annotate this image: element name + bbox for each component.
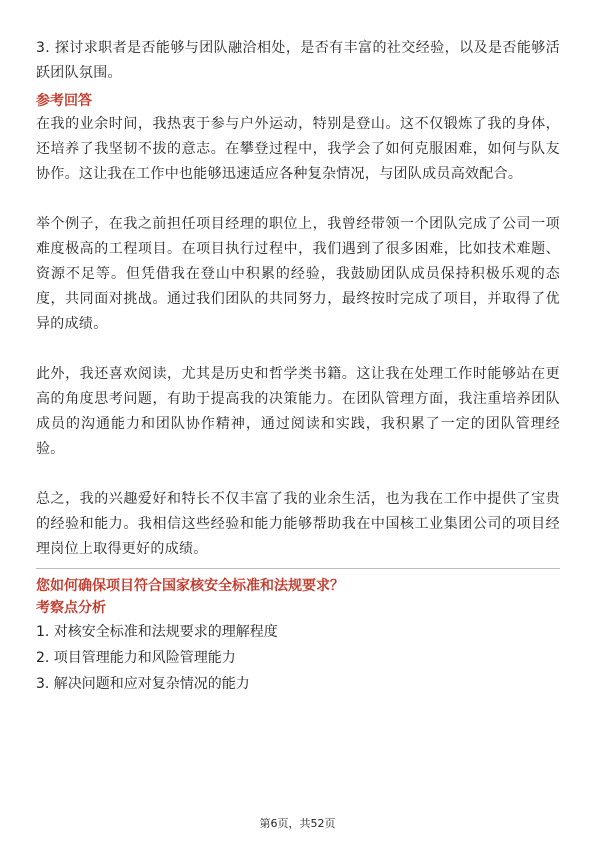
intro-list-item: 3. 探讨求职者是否能够与团队融洽相处，是否有丰富的社交经验，以及是否能够活跃团队氛围。 <box>36 40 560 81</box>
answer-paragraph-1: 在我的业余时间，我热衷于参与户外运动，特别是登山。这不仅锻炼了我的身体，还培养了我坚韧不拔的意志。在攀登过程中，我学会了如何克服困难，如何与队友协作。这让我在工作中也能够迅速适应各种复杂情况，与团队成员高效配合。 <box>36 116 560 182</box>
analysis-heading: 考察点分析 <box>36 600 106 616</box>
answer-paragraph-3: 此外，我还喜欢阅读，尤其是历史和哲学类书籍。这让我在处理工作时能够站在更高的角度思考问题，有助于提高我的决策能力。在团队管理方面，我注重培养团队成员的沟通能力和团队协作精神，通过阅读和实践，我积累了一定的团队管理经验。 <box>36 366 560 457</box>
analysis-item-3: 3. 解决问题和应对复杂情况的能力 <box>36 676 250 692</box>
analysis-item-1: 1. 对核安全标准和法规要求的理解程度 <box>36 624 278 640</box>
page-footer: 第6页，共52页 <box>259 817 336 830</box>
question-heading: 您如何确保项目符合国家核安全标准和法规要求？ <box>36 578 344 594</box>
document-page <box>36 36 560 697</box>
answer-heading: 参考回答 <box>36 93 92 109</box>
answer-paragraph-4: 总之，我的兴趣爱好和特长不仅丰富了我的业余生活，也为我在工作中提供了宝贵的经验和能力。我相信这些经验和能力能够帮助我在中国核工业集团公司的项目经理岗位上取得更好的成绩。 <box>36 491 560 557</box>
section-divider <box>36 568 560 569</box>
answer-paragraph-2: 举个例子，在我之前担任项目经理的职位上，我曾经带领一个团队完成了公司一项难度极高的工程项目。在项目执行过程中，我们遇到了很多困难，比如技术难题、资源不足等。但凭借我在登山中积累的经验，我鼓励团队成员保持积极乐观的态度，共同面对挑战。通过我们团队的共同努力，最终按时完成了项目，并取得了优异的成绩。 <box>36 216 560 332</box>
analysis-item-2: 2. 项目管理能力和风险管理能力 <box>36 650 236 666</box>
